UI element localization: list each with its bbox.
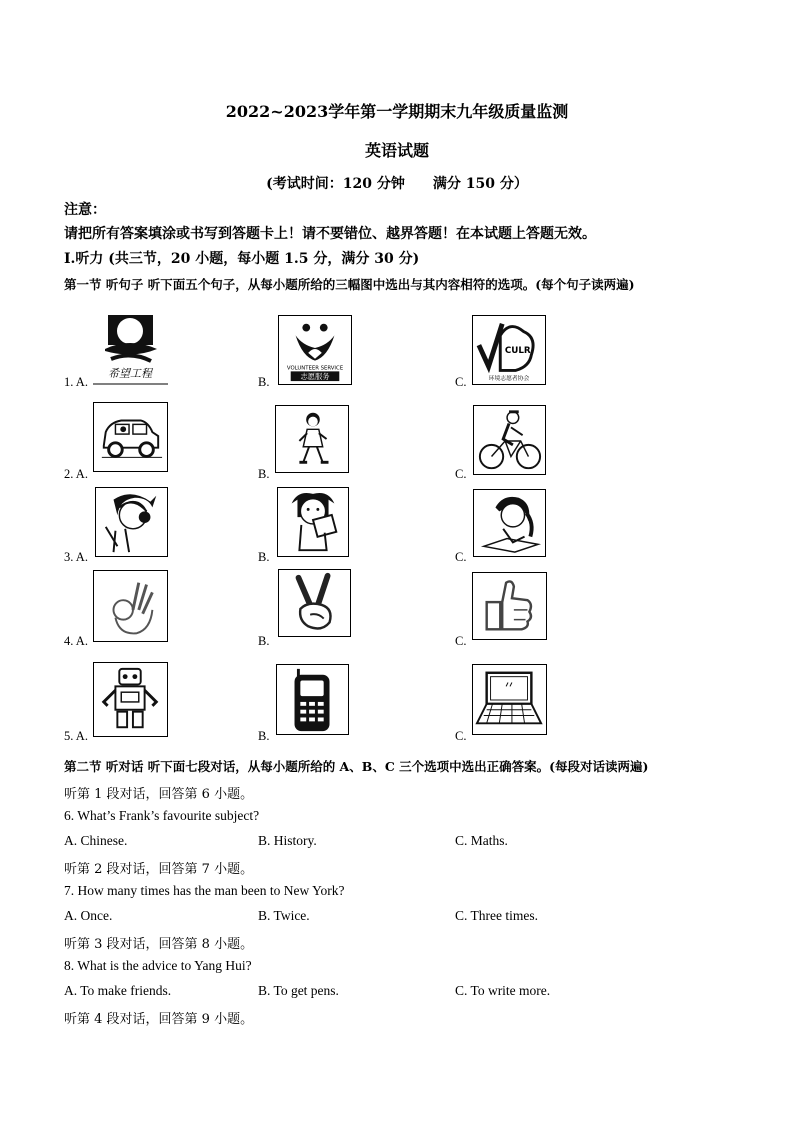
exam-subject: 英语试题 xyxy=(364,141,429,160)
q4-option-b-label: B. xyxy=(258,634,270,648)
notice-label: 注意： xyxy=(64,202,106,218)
q4-option-c-label: C. xyxy=(455,634,467,648)
part1-heading: Ⅰ.听力 (共三节，20 小题，每小题 1.5 分，满分 30 分) xyxy=(64,251,420,267)
q7-option-c: C. Three times. xyxy=(455,908,538,923)
q2-option-a-label: 2. A. xyxy=(64,467,88,481)
robot-icon xyxy=(93,662,168,737)
environment-caption-en: CULR xyxy=(504,345,531,356)
laptop-icon xyxy=(472,664,547,735)
school-logo-caption: 希望工程 xyxy=(108,367,152,380)
q6-option-c: C. Maths. xyxy=(455,833,508,848)
volunteer-service-logo-icon xyxy=(278,315,352,385)
section1-instructions: 第一节 听句子 听下面五个句子，从每小题所给的三幅图中选出与其内容相符的选项。(每个句子读两遍) xyxy=(64,277,635,292)
dialog3-intro: 听第 3 段对话，回答第 8 小题。 xyxy=(64,937,254,952)
q6-option-a: A. Chinese. xyxy=(64,833,128,848)
notice-text: 请把所有答案填涂或书写到答题卡上！请不要错位、越界答题！在本试题上答题无效。 xyxy=(64,226,596,242)
q1-option-c-label: C. xyxy=(455,375,467,389)
q7-option-a: A. Once. xyxy=(64,908,113,923)
q1-option-b-label: B. xyxy=(258,375,270,389)
q2-option-b-label: B. xyxy=(258,467,270,481)
thumbs-up-icon xyxy=(472,572,547,640)
q3-option-a-label: 3. A. xyxy=(64,550,88,564)
dialog2-intro: 听第 2 段对话，回答第 7 小题。 xyxy=(64,862,254,877)
mobile-phone-icon xyxy=(276,664,349,735)
dialog4-intro: 听第 4 段对话，回答第 9 小题。 xyxy=(64,1012,254,1027)
q3-option-b-label: B. xyxy=(258,550,270,564)
q7-option-b: B. Twice. xyxy=(258,908,310,923)
cyclist-icon xyxy=(473,405,546,475)
girl-writing-icon xyxy=(473,489,546,557)
car-icon xyxy=(93,402,168,472)
question-6: 6. What’s Frank’s favourite subject? xyxy=(64,808,260,823)
volunteer-caption-en: VOLUNTEER SERVICE xyxy=(286,365,344,372)
q4-option-a-label: 4. A. xyxy=(64,634,88,648)
q5-option-b-label: B. xyxy=(258,729,270,743)
victory-hand-icon xyxy=(278,569,351,637)
q8-option-b: B. To get pens. xyxy=(258,983,339,998)
q6-option-b: B. History. xyxy=(258,833,317,848)
question-7: 7. How many times has the man been to New York? xyxy=(64,883,345,898)
q1-option-a-label: 1. A. xyxy=(64,375,88,389)
question-8: 8. What is the advice to Yang Hui? xyxy=(64,958,252,973)
girl-reading-icon xyxy=(277,487,349,557)
q2-option-c-label: C. xyxy=(455,467,467,481)
q5-option-a-label: 5. A. xyxy=(64,729,88,743)
girl-with-headphones-icon xyxy=(95,487,168,557)
q3-option-c-label: C. xyxy=(455,550,467,564)
ok-hand-icon xyxy=(93,570,168,642)
q8-option-a: A. To make friends. xyxy=(64,983,172,998)
q8-option-c: C. To write more. xyxy=(455,983,551,998)
environment-caption-cn: 环境志愿者协会 xyxy=(488,376,530,383)
walking-girl-icon xyxy=(275,405,349,473)
volunteer-caption-cn: 志愿服务 xyxy=(300,372,330,382)
exam-title: 2022~2023学年第一学期期末九年级质量监测 xyxy=(225,102,569,121)
environment-logo-icon xyxy=(472,315,546,385)
dialog1-intro: 听第 1 段对话，回答第 6 小题。 xyxy=(64,787,254,802)
exam-info: (考试时间：120 分钟 满分 150 分） xyxy=(266,176,528,192)
q5-option-c-label: C. xyxy=(455,729,467,743)
school-logo-icon xyxy=(93,307,168,385)
section2-instructions: 第二节 听对话 听下面七段对话，从每小题所给的 A、B、C 三个选项中选出正确答案。(每段对话读两遍) xyxy=(64,759,649,774)
